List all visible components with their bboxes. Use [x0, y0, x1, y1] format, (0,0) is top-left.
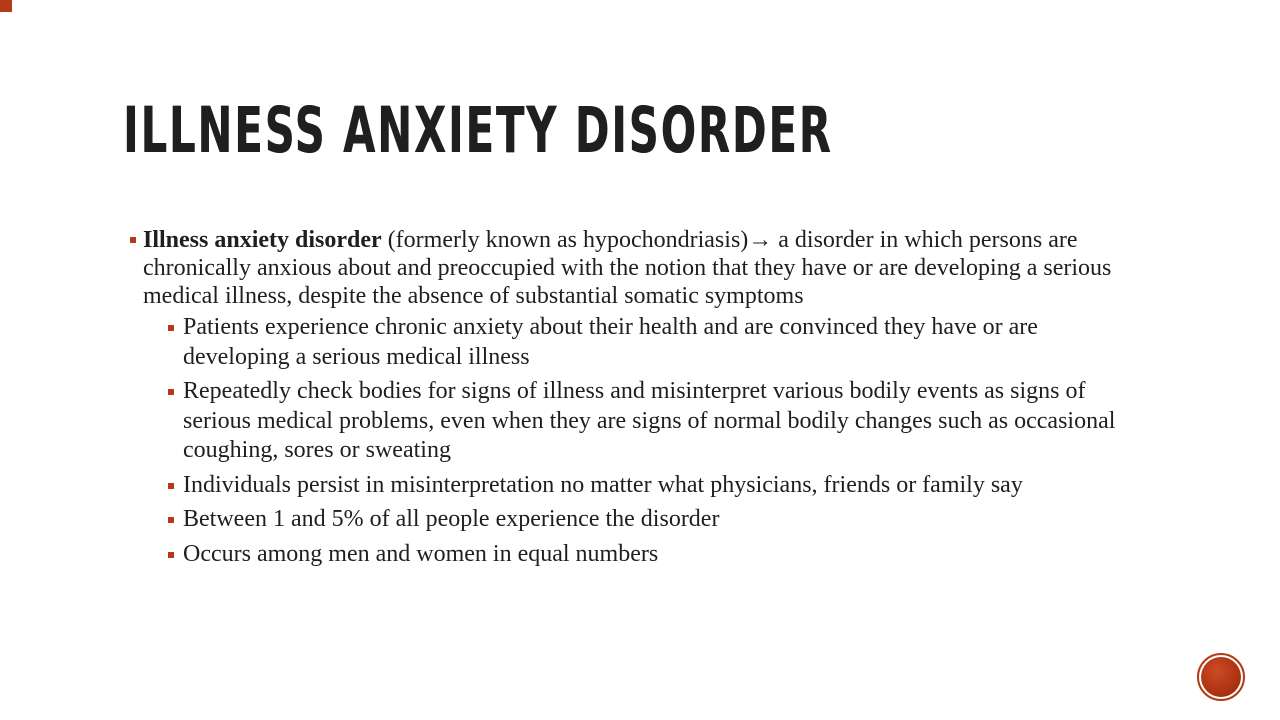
slide-body — [130, 226, 1140, 574]
main-bullet-definition: (formerly known as hypochondriasis)→ a disorder in which persons are chronically anxious about and preoccupied with the notion that they have or are developing a serious medical illness, despite the absence of substantial somatic symptoms — [143, 227, 1112, 309]
main-bullet — [130, 226, 1140, 569]
sub-bullet — [143, 505, 1140, 535]
sub-bullet-text: Repeatedly check bodies for signs of illness and misinterpret various bodily events as signs of serious medical problems, even when they are signs of normal bodily changes such as occasional coughing, sores or sweating — [183, 378, 1116, 463]
square-bullet-icon — [168, 483, 174, 489]
sub-bullet-text: Occurs among men and women in equal numbers — [183, 540, 659, 567]
square-bullet-icon — [168, 389, 174, 395]
main-bullet-term: Illness anxiety disorder — [143, 227, 382, 253]
sub-bullet — [143, 540, 1140, 570]
corner-accent — [0, 0, 12, 12]
main-bullet-list — [130, 226, 1140, 569]
sub-bullet — [143, 377, 1140, 466]
square-bullet-icon — [168, 552, 174, 558]
sub-bullet-list — [143, 313, 1140, 569]
sub-bullet-text: Between 1 and 5% of all people experience the disorder — [183, 506, 720, 532]
sub-bullet — [143, 313, 1140, 372]
sub-bullet — [143, 471, 1140, 501]
badge-fill — [1201, 657, 1241, 697]
square-bullet-icon — [130, 237, 136, 243]
circle-badge-icon — [1197, 653, 1245, 701]
slide-title: ILLNESS ANXIETY DISORDER — [123, 94, 833, 167]
square-bullet-icon — [168, 325, 174, 331]
sub-bullet-text: Patients experience chronic anxiety about their health and are convinced they have or are developing a serious medical illness — [183, 314, 1038, 370]
sub-bullet-text: Individuals persist in misinterpretation no matter what physicians, friends or family say — [183, 471, 1023, 498]
square-bullet-icon — [168, 517, 174, 523]
